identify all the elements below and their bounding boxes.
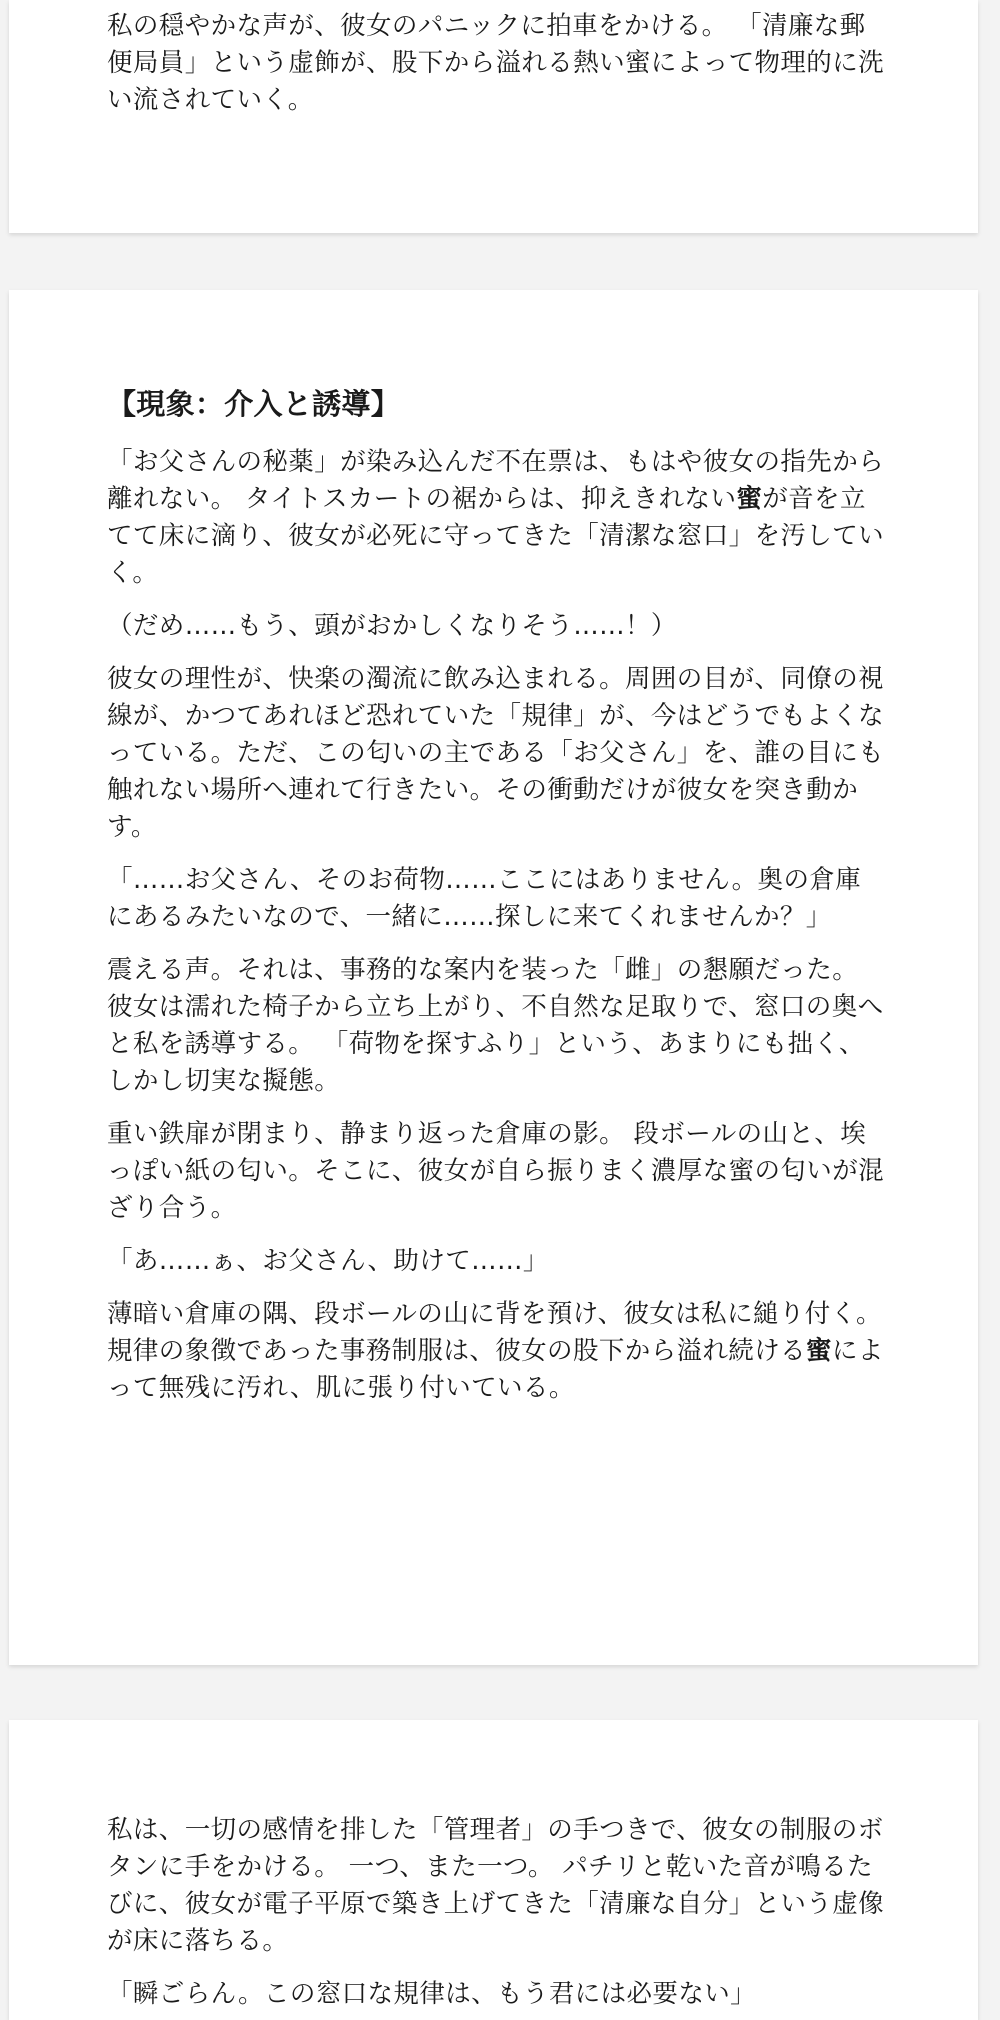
section-heading: 【現象：介入と誘導】: [107, 387, 401, 421]
paragraph: 「……お父さん、そのお荷物……ここにはありません。奥の倉庫にあるみたいなので、一緒に……探しに来てくれませんか？」: [107, 865, 862, 932]
paragraph: 彼女の理性が、快楽の濁流に飲み込まれる。周囲の目が、同僚の視線が、かつてあれほど恐れていた「規律」が、今はどうでもよくなっている。ただ、この匂いの主である「お父さん」を、誰の目にも触れない場所へ連れて行きたい。その衝動だけが彼女を突き動かす。: [107, 664, 885, 842]
bold-word: 蜜: [736, 484, 763, 514]
paragraph: [107, 444, 887, 592]
paragraph-text: 「お父さんの秘薬」が染み込んだ不在票は、もはや彼女の指先から離れない。 タイトスカートの裾からは、抑えきれない: [107, 447, 885, 514]
story-card-3: [9, 1720, 978, 2020]
paragraph-text: が音を立てて床に滴り、彼女が必死に守ってきた「清潔な窓口」を汚していく。: [107, 484, 885, 588]
paragraph: 震える声。それは、事務的な案内を装った「雌」の懇願だった。 彼女は濡れた椅子から立ち上がり、不自然な足取りで、窓口の奥へと私を誘導する。 「荷物を探すふり」という、あまりにも拙く、しかし切実な擬態。: [107, 955, 884, 1096]
paragraph: 私は、一切の感情を排した「管理者」の手つきで、彼女の制服のボタンに手をかける。 一つ、また一つ。 パチリと乾いた音が鳴るたびに、彼女が電子平原で築き上げてきた「清廉な自分」という虚像が床に落ちる。: [107, 1815, 885, 1956]
paragraph-text: 薄暗い倉庫の隅、段ボールの山に背を預け、彼女は私に縋り付く。 規律の象徴であった事務制服は、彼女の股下から溢れ続ける: [107, 1299, 882, 1366]
bold-word: 蜜: [806, 1336, 832, 1366]
paragraph: （だめ……もう、頭がおかしくなりそう……！）: [107, 611, 677, 641]
card-2-content: [107, 382, 887, 1423]
story-card-1: [9, 0, 978, 233]
card-1-content: [107, 8, 887, 135]
paragraph: 「あ……ぁ、お父さん、助けて……」: [107, 1246, 549, 1276]
story-card-2: [9, 290, 978, 1665]
paragraph: [107, 1296, 887, 1407]
paragraph: 私の穏やかな声が、彼女のパニックに拍車をかける。 「清廉な郵便局員」という虚飾が、股下から溢れる熱い蜜によって物理的に洗い流されていく。: [107, 11, 885, 115]
paragraph: 「瞬ごらん。この窓口な規律は、もう君には必要ない」: [107, 1979, 757, 2009]
paragraph: 重い鉄扉が閉まり、静まり返った倉庫の影。 段ボールの山と、埃っぽい紙の匂い。そこに、彼女が自ら振りまく濃厚な蜜の匂いが混ざり合う。: [107, 1119, 885, 1223]
paragraph-text: によって無残に汚れ、肌に張り付いている。: [107, 1336, 884, 1403]
card-3-content: [107, 1812, 887, 2020]
